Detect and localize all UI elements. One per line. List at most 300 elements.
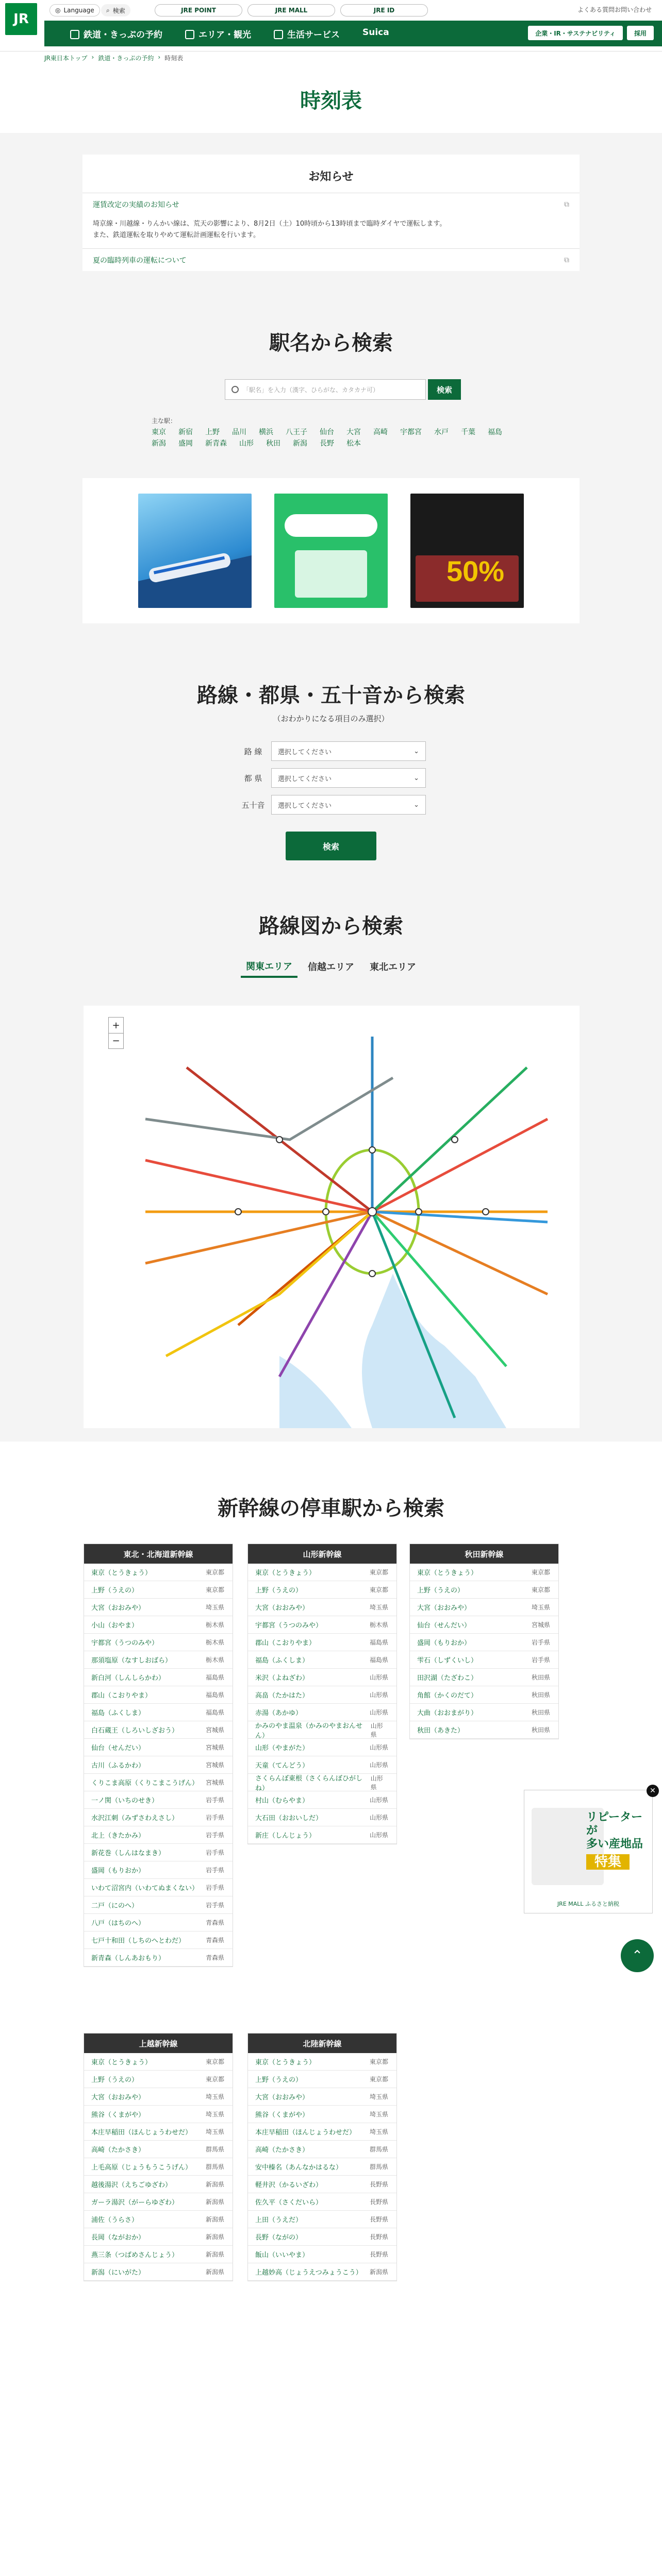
main-station-link[interactable]: 高崎 (373, 428, 388, 436)
banner-subscription[interactable] (274, 494, 388, 608)
prefecture: 群馬県 (369, 2163, 388, 2171)
shinkansen-table (84, 2033, 233, 2281)
station-row[interactable] (248, 2123, 396, 2141)
prefecture-select-row: 都 県 選択してください ⌄ (235, 767, 426, 789)
shinkansen-table (247, 2033, 397, 2281)
station-name: 燕三条（つばめさんじょう） (91, 2251, 179, 2259)
station-row[interactable] (248, 1756, 396, 1774)
station-row[interactable] (84, 1949, 233, 1967)
prefecture: 岩手県 (205, 1797, 224, 1804)
recruit-button[interactable]: 採用 (627, 26, 654, 40)
map-icon (185, 30, 194, 39)
tab-tohoku[interactable]: 東北エリア (370, 961, 416, 973)
station-name: 秋田（あきた） (417, 1727, 465, 1735)
station-row[interactable] (84, 2158, 233, 2176)
prefecture: 長野県 (369, 2181, 388, 2188)
map-zoom-control (108, 1017, 124, 1049)
line-select[interactable]: 選択してください ⌄ (271, 741, 426, 761)
prefecture: 山形県 (369, 1814, 388, 1821)
station-name: 大宮（おおみや） (255, 1604, 309, 1612)
banner-area (82, 478, 580, 623)
station-name: 熊谷（くまがや） (91, 2111, 145, 2119)
breadcrumb-home[interactable]: JR東日本トップ (44, 55, 88, 62)
floating-ad[interactable]: リピーターが 多い産地品 特集 JRE MALL ふるさと納税 (524, 1790, 653, 1913)
station-row[interactable] (248, 2246, 396, 2263)
shinkansen-title: 新幹線の停車駅から検索 (218, 1497, 444, 1520)
back-to-top-button[interactable] (621, 1939, 654, 1972)
station-name: 郡山（こおりやま） (255, 1639, 316, 1647)
prefecture: 山形県 (369, 1691, 388, 1699)
station-name: 上野（うえの） (417, 1587, 465, 1595)
station-row[interactable] (248, 1774, 396, 1791)
station-name: さくらんぼ東根（さくらんぼひがしね） (255, 1774, 363, 1792)
route-map[interactable] (84, 1006, 580, 1428)
prefecture: 岩手県 (205, 1884, 224, 1891)
zoom-out-button[interactable]: − (109, 1033, 123, 1048)
station-row[interactable] (410, 1599, 558, 1616)
station-name: 軽井沢（かるいざわ） (255, 2181, 323, 2189)
station-row[interactable] (84, 1914, 233, 1931)
prefecture: 新潟県 (205, 2251, 224, 2258)
station-row[interactable] (84, 2106, 233, 2123)
prefecture: 東京都 (369, 1569, 388, 1576)
station-row[interactable] (248, 2071, 396, 2088)
station-name: 新潟（にいがた） (91, 2269, 145, 2277)
main-station-link[interactable]: 品川 (232, 428, 246, 436)
station-name: 上田（うえだ） (255, 2216, 303, 2224)
chevron-up-icon: ⌃ (632, 1948, 643, 1963)
station-name: くりこま高原（くりこまこうげん） (91, 1780, 199, 1787)
station-row[interactable] (84, 1861, 233, 1879)
station-row[interactable] (248, 1686, 396, 1704)
external-link-icon: ⧉ (564, 256, 569, 264)
prefecture: 山形県 (369, 1744, 388, 1751)
station-name: 八戸（はちのへ） (91, 1920, 145, 1927)
prefecture: 群馬県 (369, 2146, 388, 2153)
shinkansen-line-name: 山形新幹線 (248, 1544, 396, 1564)
prefecture: 東京都 (205, 2076, 224, 2083)
breadcrumb: JR東日本トップ › 鉄道・きっぷの予約 › 時刻表 (44, 54, 184, 62)
main-station-link[interactable]: 秋田 (266, 439, 280, 448)
station-row[interactable] (84, 2088, 233, 2106)
station-row[interactable] (248, 2176, 396, 2193)
station-row[interactable] (84, 1756, 233, 1774)
station-name: 米沢（よねざわ） (255, 1674, 309, 1682)
nav-area[interactable]: エリア・観光 (185, 27, 251, 40)
prefecture: 埼玉県 (369, 2093, 388, 2100)
station-name: 本庄早稲田（ほんじょうわせだ） (255, 2129, 356, 2137)
main-station-link[interactable]: 新青森 (205, 439, 227, 448)
station-row[interactable] (248, 2211, 396, 2228)
station-row[interactable] (248, 2088, 396, 2106)
station-name: 盛岡（もりおか） (417, 1639, 471, 1647)
global-nav (44, 21, 662, 46)
station-name: 東京（とうきょう） (91, 1569, 152, 1577)
prefecture: 新潟県 (205, 2198, 224, 2206)
station-row[interactable] (84, 1896, 233, 1914)
prefecture: 東京都 (369, 2058, 388, 2065)
station-name: 安中榛名（あんなかはるな） (255, 2164, 343, 2172)
prefecture: 山形県 (369, 1674, 388, 1681)
main-station-link[interactable]: 横浜 (259, 428, 273, 436)
main-station-link[interactable]: 宇都宮 (400, 428, 422, 436)
station-row[interactable] (248, 2158, 396, 2176)
faq-link[interactable]: よくある質問お問い合わせ (577, 6, 652, 13)
prefecture: 東京都 (531, 1569, 550, 1576)
station-row[interactable] (84, 2071, 233, 2088)
main-station-link[interactable]: 千葉 (461, 428, 475, 436)
prefecture: 岩手県 (531, 1639, 550, 1646)
station-name: 大宮（おおみや） (417, 1604, 471, 1612)
prefecture: 福島県 (205, 1674, 224, 1681)
station-row[interactable] (84, 2123, 233, 2141)
prefecture: 長野県 (369, 2216, 388, 2223)
station-name: 本庄早稲田（ほんじょうわせだ） (91, 2129, 192, 2137)
station-row[interactable] (84, 2176, 233, 2193)
prefecture: 山形県 (369, 1709, 388, 1716)
station-name: 東京（とうきょう） (255, 1569, 316, 1577)
route-map-image (84, 1006, 580, 1428)
station-row[interactable] (410, 1704, 558, 1721)
zoom-in-button[interactable]: + (112, 1020, 120, 1031)
station-row[interactable] (248, 1826, 396, 1844)
station-name: 上野（うえの） (91, 1587, 139, 1595)
globe-icon: ◎ (55, 7, 61, 14)
route-search-note: （おわかりになる項目のみ選択） (273, 714, 389, 723)
prefecture: 青森県 (205, 1954, 224, 1961)
station-row[interactable] (84, 2053, 233, 2071)
station-row[interactable] (248, 1564, 396, 1581)
main-station-link[interactable]: 新潟 (293, 439, 307, 448)
prefecture: 東京都 (205, 2058, 224, 2065)
station-name: 宇都宮（うつのみや） (91, 1639, 159, 1647)
notice-item[interactable]: 運賃改定の実績のお知らせ ⧉ (82, 193, 580, 215)
station-name: 角館（かくのだて） (417, 1692, 478, 1700)
station-name: 仙台（せんだい） (91, 1744, 145, 1752)
station-row[interactable] (84, 2263, 233, 2281)
station-row[interactable] (84, 1599, 233, 1616)
station-row[interactable] (248, 1669, 396, 1686)
shinkansen-line-name: 北陸新幹線 (248, 2033, 396, 2053)
header-search-button[interactable]: ⌕ 検索 (101, 4, 130, 16)
notice-body: 埼京線・川越線・りんかい線は、荒天の影響により、8月2日（土）10時頃から13時頃まで臨時ダイヤで運転します。 また、鉄道運転を取りやめて運転計画運転を行います。 (93, 220, 446, 239)
station-row[interactable] (84, 1809, 233, 1826)
prefecture: 岩手県 (205, 1902, 224, 1909)
prefecture: 東京都 (369, 2076, 388, 2083)
main-station-link[interactable]: 仙台 (320, 428, 334, 436)
prefecture: 埼玉県 (531, 1604, 550, 1611)
station-row[interactable] (84, 2141, 233, 2158)
station-row[interactable] (248, 1651, 396, 1669)
main-station-link[interactable]: 新潟 (152, 439, 166, 448)
kana-select-row: 五十音 選択してください ⌄ (235, 793, 426, 816)
station-row[interactable] (248, 1634, 396, 1651)
notice-item[interactable]: 夏の臨時列車の運転について ⧉ (82, 248, 580, 271)
station-name: 浦佐（うらさ） (91, 2216, 139, 2224)
prefecture: 岩手県 (205, 1832, 224, 1839)
station-name: 山形（やまがた） (255, 1744, 309, 1752)
station-row[interactable] (84, 1686, 233, 1704)
breadcrumb-current: 時刻表 (164, 55, 184, 62)
prefecture: 新潟県 (205, 2268, 224, 2276)
station-name: ガーラ湯沢（がーらゆざわ） (91, 2199, 179, 2207)
route-search-button[interactable]: 検索 (286, 832, 376, 860)
station-name: 大曲（おおまがり） (417, 1709, 478, 1717)
station-row[interactable] (84, 1669, 233, 1686)
station-name: 郡山（こおりやま） (91, 1692, 152, 1700)
breadcrumb-railway[interactable]: 鉄道・きっぷの予約 (98, 55, 154, 62)
station-row[interactable] (84, 1616, 233, 1634)
search-icon: ⌕ (106, 6, 110, 14)
prefecture: 秋田県 (531, 1726, 550, 1734)
prefecture: 新潟県 (205, 2216, 224, 2223)
station-row[interactable] (84, 1721, 233, 1739)
prefecture: 福島県 (369, 1639, 388, 1646)
prefecture: 埼玉県 (369, 1604, 388, 1611)
station-name: 小山（おやま） (91, 1622, 139, 1630)
prefecture: 宮城県 (531, 1621, 550, 1629)
map-tabs (0, 956, 662, 978)
station-row[interactable] (248, 1739, 396, 1756)
station-name: 佐久平（さくだいら） (255, 2199, 323, 2207)
prefecture: 山形県 (370, 1774, 383, 1791)
station-row[interactable] (84, 1634, 233, 1651)
prefecture: 東京都 (369, 1586, 388, 1594)
station-row[interactable] (248, 2193, 396, 2211)
station-name: 古川（ふるかわ） (91, 1762, 145, 1770)
station-row[interactable] (410, 1669, 558, 1686)
station-row[interactable] (84, 2228, 233, 2246)
station-row[interactable] (84, 1774, 233, 1791)
tab-shinetsu[interactable]: 信越エリア (308, 961, 354, 973)
station-name: 越後湯沢（えちごゆざわ） (91, 2181, 172, 2189)
station-name: 大宮（おおみや） (91, 2094, 145, 2102)
main-station-link[interactable]: 新宿 (178, 428, 193, 436)
prefecture: 岩手県 (205, 1867, 224, 1874)
station-row[interactable] (248, 2228, 396, 2246)
jre-id-link[interactable]: JRE ID (340, 4, 428, 16)
station-name: 新白河（しんしらかわ） (91, 1674, 166, 1682)
banner-train[interactable] (138, 494, 252, 608)
close-ad-button[interactable] (647, 1785, 659, 1797)
station-row[interactable] (410, 1634, 558, 1651)
prefecture: 宮城県 (205, 1761, 224, 1769)
main-stations: 主な駅： 東京 新宿 上野 品川 横浜 八王子 仙台 大宮 高崎 宇都宮 水戸 千葉 福島 新潟 盛岡 新青森 山形 秋田 新潟 長野 松本 (152, 415, 507, 449)
main-station-link[interactable]: 福島 (488, 428, 502, 436)
main-station-link[interactable]: 大宮 (346, 428, 361, 436)
station-name: 一ノ関（いちのせき） (91, 1797, 159, 1805)
prefecture: 山形県 (369, 1832, 388, 1839)
shinkansen-table (409, 1544, 559, 1739)
station-name: 高崎（たかさき） (255, 2146, 309, 2154)
main-station-link[interactable]: 東京 (152, 428, 166, 436)
prefecture: 新潟県 (369, 2268, 388, 2276)
prefecture: 埼玉県 (369, 2128, 388, 2136)
prefecture: 東京都 (205, 1569, 224, 1576)
station-row[interactable] (410, 1616, 558, 1634)
prefecture: 群馬県 (205, 2163, 224, 2171)
prefecture: 群馬県 (205, 2146, 224, 2153)
station-row[interactable] (248, 1599, 396, 1616)
nav-life[interactable]: 生活サービス (274, 27, 340, 40)
prefecture: 福島県 (369, 1656, 388, 1664)
map-search-title: 路線図から検索 (259, 914, 403, 938)
nav-railway[interactable]: 鉄道・きっぷの予約 (70, 27, 162, 40)
tab-kanto[interactable]: 関東エリア (241, 956, 297, 978)
station-name: 福島（ふくしま） (91, 1709, 145, 1717)
main-station-link[interactable]: 山形 (239, 439, 254, 448)
shinkansen-table (247, 1544, 397, 1844)
prefecture: 秋田県 (531, 1674, 550, 1681)
prefecture: 栃木県 (205, 1639, 224, 1646)
station-name: 那須塩原（なすしおばら） (91, 1657, 172, 1665)
station-name: 白石蔵王（しろいしざおう） (91, 1727, 179, 1735)
station-name: 田沢湖（たざわこ） (417, 1674, 478, 1682)
prefecture: 埼玉県 (369, 2111, 388, 2118)
station-name: 飯山（いいやま） (255, 2251, 309, 2259)
station-row[interactable] (84, 1791, 233, 1809)
station-row[interactable] (248, 1704, 396, 1721)
train-banner-image (138, 494, 252, 608)
station-row[interactable] (248, 1581, 396, 1599)
prefecture: 宮城県 (205, 1726, 224, 1734)
prefecture: 長野県 (369, 2198, 388, 2206)
station-name: 赤湯（あかゆ） (255, 1709, 303, 1717)
chevron-down-icon: ⌄ (413, 774, 419, 782)
banner-jre-point[interactable]: 50% (410, 494, 524, 608)
station-row[interactable] (410, 1721, 558, 1739)
station-name: 村山（むらやま） (255, 1797, 309, 1805)
station-row[interactable] (84, 2193, 233, 2211)
prefecture: 山形県 (369, 1761, 388, 1769)
station-row[interactable] (410, 1686, 558, 1704)
station-row[interactable] (84, 2211, 233, 2228)
shinkansen-table (84, 1544, 233, 1967)
prefecture: 岩手県 (205, 1849, 224, 1856)
shinkansen-line-name: 上越新幹線 (84, 2033, 233, 2053)
station-row[interactable] (248, 2053, 396, 2071)
station-name: いわて沼宮内（いわてぬまくない） (91, 1885, 199, 1892)
station-row[interactable] (84, 1651, 233, 1669)
main-station-link[interactable]: 長野 (320, 439, 334, 448)
station-name: 上野（うえの） (255, 2076, 303, 2084)
station-row[interactable] (84, 1739, 233, 1756)
page-title: 時刻表 (300, 89, 362, 113)
station-name: 二戸（にのへ） (91, 1902, 139, 1910)
prefecture: 岩手県 (531, 1656, 550, 1664)
prefecture: 埼玉県 (205, 2111, 224, 2118)
prefecture: 青森県 (205, 1919, 224, 1926)
station-row[interactable] (410, 1581, 558, 1599)
jr-logo[interactable]: JR (5, 3, 37, 35)
station-name: 東京（とうきょう） (417, 1569, 478, 1577)
station-row[interactable] (248, 2106, 396, 2123)
prefecture: 東京都 (531, 1586, 550, 1594)
prefecture: 栃木県 (369, 1621, 388, 1629)
language-button[interactable]: ◎ Language (49, 4, 100, 16)
prefecture: 埼玉県 (205, 2128, 224, 2136)
route-search-title: 路線・都県・五十音から検索 (197, 684, 465, 707)
station-name: 水沢江刺（みずさわえさし） (91, 1815, 179, 1822)
station-row[interactable] (248, 1809, 396, 1826)
station-name: 大宮（おおみや） (255, 2094, 309, 2102)
station-name: 熊谷（くまがや） (255, 2111, 309, 2119)
prefecture: 秋田県 (531, 1691, 550, 1699)
prefecture: 山形県 (369, 1797, 388, 1804)
main-station-link[interactable]: 八王子 (286, 428, 307, 436)
station-name: 盛岡（もりおか） (91, 1867, 145, 1875)
shinkansen-line-name: 秋田新幹線 (410, 1544, 558, 1564)
station-row[interactable] (410, 1564, 558, 1581)
station-row[interactable] (84, 1826, 233, 1844)
station-row[interactable] (84, 1704, 233, 1721)
train-icon (70, 30, 79, 39)
station-name: 上毛高原（じょうもうこうげん） (91, 2164, 192, 2172)
station-row[interactable] (84, 1581, 233, 1599)
nav-suica[interactable]: Suica (362, 27, 389, 38)
station-row[interactable] (248, 2263, 396, 2281)
station-row[interactable] (248, 1721, 396, 1739)
station-search-button[interactable]: 検索 (428, 379, 461, 400)
main-station-link[interactable]: 上野 (205, 428, 220, 436)
station-row[interactable] (84, 1844, 233, 1861)
notice-title: お知らせ (308, 171, 354, 183)
prefecture: 青森県 (205, 1937, 224, 1944)
station-row[interactable] (248, 1616, 396, 1634)
station-search-input[interactable]: 「駅名」を入力（漢字、ひらがな、カタカナ可） (225, 379, 426, 400)
prefecture: 長野県 (369, 2233, 388, 2241)
notice-box (82, 155, 580, 271)
external-link-icon: ⧉ (564, 200, 569, 209)
station-row[interactable] (84, 1931, 233, 1949)
station-name: 新花巻（しんはなまき） (91, 1850, 166, 1857)
station-row[interactable] (248, 2141, 396, 2158)
jre-point-link[interactable]: JRE POINT (155, 4, 242, 16)
station-name: 長野（ながの） (255, 2234, 303, 2242)
prefecture: 新潟県 (205, 2181, 224, 2188)
station-name: 長岡（ながおか） (91, 2234, 145, 2242)
main-station-link[interactable]: 盛岡 (178, 439, 193, 448)
station-name: 大石田（おおいしだ） (255, 1815, 323, 1822)
station-row[interactable] (84, 2246, 233, 2263)
prefecture: 宮城県 (205, 1744, 224, 1751)
prefecture: 福島県 (205, 1709, 224, 1716)
main-station-link[interactable]: 松本 (346, 439, 361, 448)
station-row[interactable] (84, 1564, 233, 1581)
prefecture-select[interactable]: 選択してください ⌄ (271, 768, 426, 788)
station-name: 福島（ふくしま） (255, 1657, 309, 1665)
prefecture: 山形県 (370, 1722, 383, 1738)
corporate-button[interactable]: 企業・IR・サステナビリティ (528, 26, 623, 40)
station-row[interactable] (410, 1651, 558, 1669)
shinkansen-line-name: 東北・北海道新幹線 (84, 1544, 233, 1564)
prefecture: 東京都 (205, 1586, 224, 1594)
kana-select[interactable]: 選択してください ⌄ (271, 795, 426, 815)
station-name: 上野（うえの） (255, 1587, 303, 1595)
prefecture: 栃木県 (205, 1621, 224, 1629)
station-row[interactable] (84, 1879, 233, 1896)
prefecture: 秋田県 (531, 1709, 550, 1716)
jre-mall-link[interactable]: JRE MALL (247, 4, 335, 16)
route-select-row: 路 線 選択してください ⌄ (235, 740, 426, 762)
chevron-down-icon: ⌄ (413, 801, 419, 809)
station-name: 新庄（しんじょう） (255, 1832, 316, 1840)
prefecture: 新潟県 (205, 2233, 224, 2241)
main-station-link[interactable]: 水戸 (434, 428, 449, 436)
station-name: かみのやま温泉（かみのやまおんせん） (255, 1722, 363, 1740)
station-name: 新青森（しんあおもり） (91, 1955, 166, 1962)
station-row[interactable] (248, 1791, 396, 1809)
